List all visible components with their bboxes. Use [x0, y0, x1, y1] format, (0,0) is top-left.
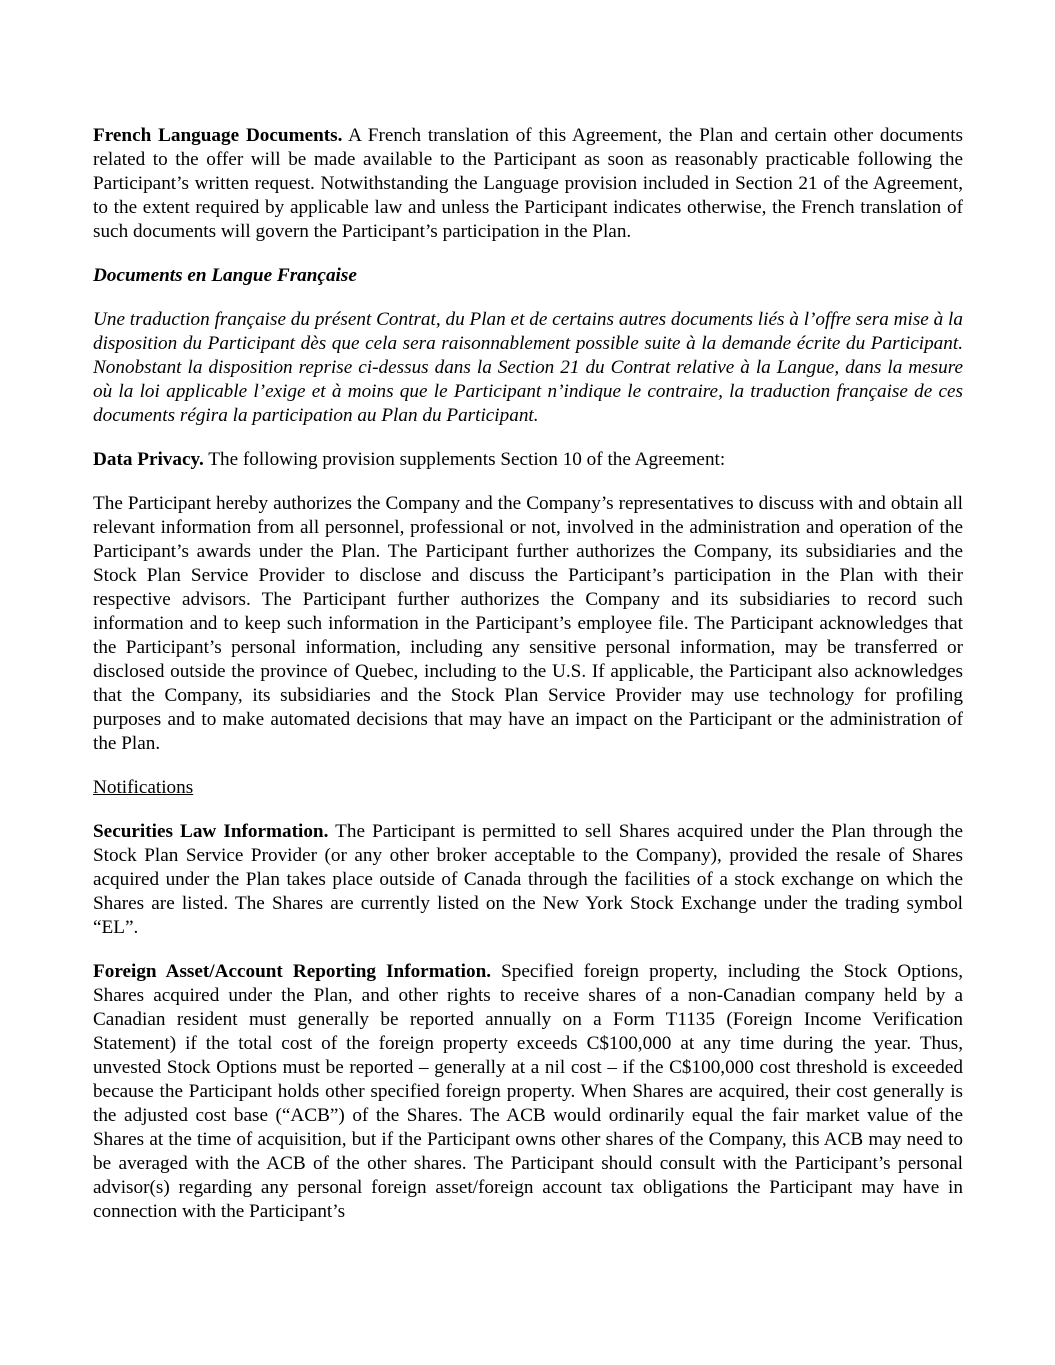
documents-en-langue-francaise-body: Une traduction française du présent Contrat, du Plan et de certains autres documents liés à l’offre sera mise à la disposition du Participant dès que cela sera raisonnablement possible suite à la demande écrite du Participant. Nonobstant la disposition reprise ci-dessus dans la Section 21 du Contrat relative à la Langue, dans la mesure où la loi applicable l’exige et à moins que le Participant n’indique le contraire, la traduction française de ces documents régira la participation au Plan du Participant.: [93, 309, 963, 426]
foreign-asset-paragraph: [93, 960, 963, 1224]
securities-law-paragraph: [93, 820, 963, 940]
data-privacy-body: The Participant hereby authorizes the Company and the Company’s representatives to discuss with and obtain all relevant information from all personnel, professional or not, involved in the administration and operation of the Participant’s awards under the Plan. The Participant further authorizes the Company, its subsidiaries and the Stock Plan Service Provider to disclose and discuss the Participant’s participation in the Plan with their respective advisors. The Participant further authorizes the Company and its subsidiaries to record such information and to keep such information in the Participant’s employee file. The Participant acknowledges that the Participant’s personal information, including any sensitive personal information, may be transferred or disclosed outside the province of Quebec, including to the U.S. If applicable, the Participant also acknowledges that the Company, its subsidiaries and the Stock Plan Service Provider may use technology for profiling purposes and to make automated decisions that may have an impact on the Participant or the administration of the Plan.: [93, 493, 963, 754]
french-language-documents-body: A French translation of this Agreement, the Plan and certain other documents related to the offer will be made available to the Participant as soon as reasonably practicable following the Participant’s written request. Notwithstanding the Language provision included in Section 21 of the Agreement, to the extent required by applicable law and unless the Participant indicates otherwise, the French translation of such documents will govern the Participant’s participation in the Plan.: [93, 125, 963, 242]
securities-law-body: The Participant is permitted to sell Shares acquired under the Plan through the Stock Plan Service Provider (or any other broker acceptable to the Company), provided the resale of Shares acquired under the Plan takes place outside of Canada through the facilities of a stock exchange on which the Shares are listed. The Shares are currently listed on the New York Stock Exchange under the trading symbol “EL”.: [93, 821, 963, 938]
data-privacy-paragraph: [93, 448, 963, 472]
data-privacy-heading: Data Privacy.: [93, 449, 204, 470]
data-privacy-intro: The following provision supplements Section 10 of the Agreement:: [203, 449, 726, 470]
documents-en-langue-francaise-paragraph: [93, 308, 963, 428]
foreign-asset-heading: Foreign Asset/Account Reporting Information.: [93, 961, 492, 982]
data-privacy-body-paragraph: [93, 492, 963, 756]
securities-law-heading: Securities Law Information.: [93, 821, 329, 842]
foreign-asset-body: Specified foreign property, including the Stock Options, Shares acquired under the Plan, and other rights to receive shares of a non-Canadian company held by a Canadian resident must generally be reported annually on a Form T1135 (Foreign Income Verification Statement) if the total cost of the foreign property exceeds C$100,000 at any time during the year. Thus, unvested Stock Options must be reported – generally at a nil cost – if the C$100,000 cost threshold is exceeded because the Participant holds other specified foreign property. When Shares are acquired, their cost generally is the adjusted cost base (“ACB”) of the Shares. The ACB would ordinarily equal the fair market value of the Shares at the time of acquisition, but if the Participant owns other shares of the Company, this ACB may need to be averaged with the ACB of the other shares. The Participant should consult with the Participant’s personal advisor(s) regarding any personal foreign asset/foreign account tax obligations the Participant may have in connection with the Participant’s: [93, 961, 963, 1222]
french-language-documents-heading: French Language Documents.: [93, 125, 343, 146]
documents-en-langue-francaise-heading: Documents en Langue Française: [93, 265, 357, 286]
documents-en-langue-francaise-heading-paragraph: [93, 264, 963, 288]
notifications-heading: Notifications: [93, 777, 194, 798]
document-page: [93, 124, 963, 1224]
notifications-heading-paragraph: [93, 776, 963, 800]
french-language-documents-paragraph: [93, 124, 963, 244]
